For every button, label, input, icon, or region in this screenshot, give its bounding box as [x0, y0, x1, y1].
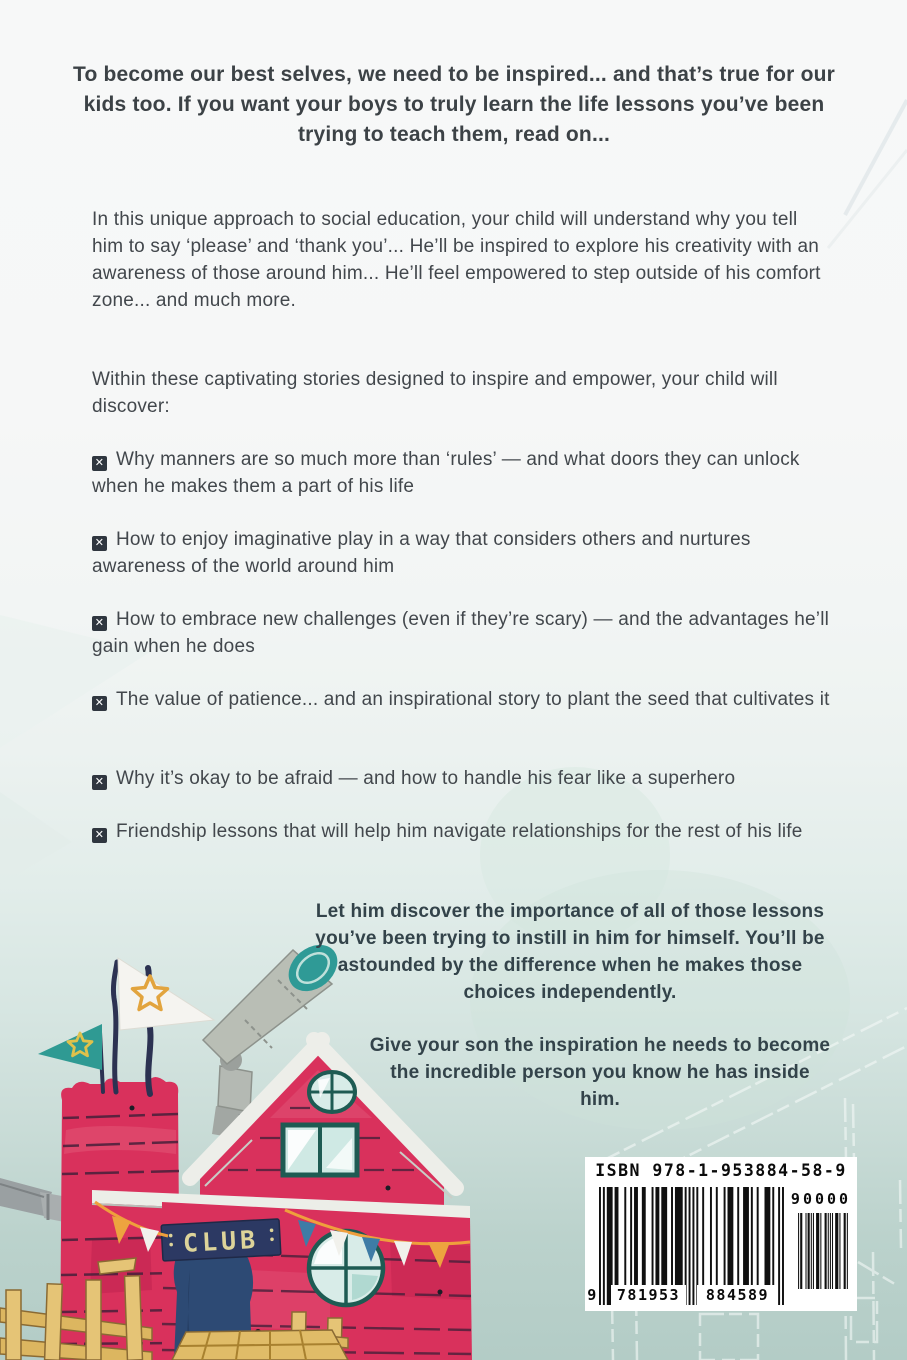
bullet-text: How to enjoy imaginative play in a way that considers others and nurtures awareness of the world around him: [92, 529, 751, 577]
sketch-diagonal-top: [845, 100, 907, 215]
bullet-item: [92, 818, 834, 845]
closing-paragraph-1: Let him discover the importance of all of those lessons you’ve been trying to instill in him for himself. You’ll be astounded by the difference when he makes those choices independently.: [315, 901, 825, 1003]
bullet-item: [92, 606, 834, 660]
bullet-text: Why it’s okay to be afraid — and how to handle his fear like a superhero: [116, 768, 736, 789]
closing-paragraph-2: Give your son the inspiration he needs to become the incredible person you know he has inside him.: [369, 1035, 831, 1110]
isbn-digit-group1: 781953: [611, 1285, 686, 1305]
checkbox-x-icon: ✕: [92, 828, 107, 843]
checkbox-x-icon: ✕: [92, 536, 107, 551]
square-window: [283, 1125, 357, 1175]
bullet-item: [92, 526, 834, 580]
headline-text: To become our best selves, we need to be inspired... and that’s true for our kids too. If you want your boys to truly learn the life lessons you’ve been trying to teach them, read on...: [72, 63, 835, 146]
barcode-box: [585, 1157, 857, 1311]
checkbox-x-icon: ✕: [92, 616, 107, 631]
isbn-digit-group2: 884589: [697, 1285, 778, 1305]
bullet-item: [92, 765, 834, 792]
oval-window: [309, 1072, 355, 1112]
club-sign-text: CLUB: [182, 1224, 260, 1258]
isbn-digit-left: 9: [587, 1286, 598, 1304]
barcode-price-code: 90000: [790, 1190, 852, 1208]
bullet-text: Why manners are so much more than ‘rules’ — and what doors they can unlock when he makes them a part of his life: [92, 449, 800, 497]
checkbox-x-icon: ✕: [92, 775, 107, 790]
bullet-text: The value of patience... and an inspirational story to plant the seed that cultivates it: [116, 689, 830, 710]
bullet-text: Friendship lessons that will help him navigate relationships for the rest of his life: [116, 821, 803, 842]
checkbox-x-icon: ✕: [92, 696, 107, 711]
checkbox-x-icon: ✕: [92, 456, 107, 471]
bullet-item: [92, 446, 834, 500]
club-sign: [161, 1219, 281, 1261]
white-star-flag: [118, 958, 214, 1030]
bullet-item: [92, 686, 834, 713]
intro-paragraph: In this unique approach to social education, your child will understand why you tell him to say ‘please’ and ‘thank you’... He’ll be inspired to explore his creativity with an awareness of those around him... He’ll feel empowered to step outside of his comfort zone... and much more.: [92, 209, 821, 311]
discover-lead: Within these captivating stories designed to inspire and empower, your child will discover:: [92, 369, 778, 417]
isbn-label: ISBN 978-1-953884-58-9: [595, 1161, 847, 1180]
barcode-bars-supplement: [797, 1213, 849, 1289]
teal-star-flag: [38, 1024, 102, 1070]
bullet-text: How to embrace new challenges (even if they’re scary) — and the advantages he’ll gain when he does: [92, 609, 830, 657]
